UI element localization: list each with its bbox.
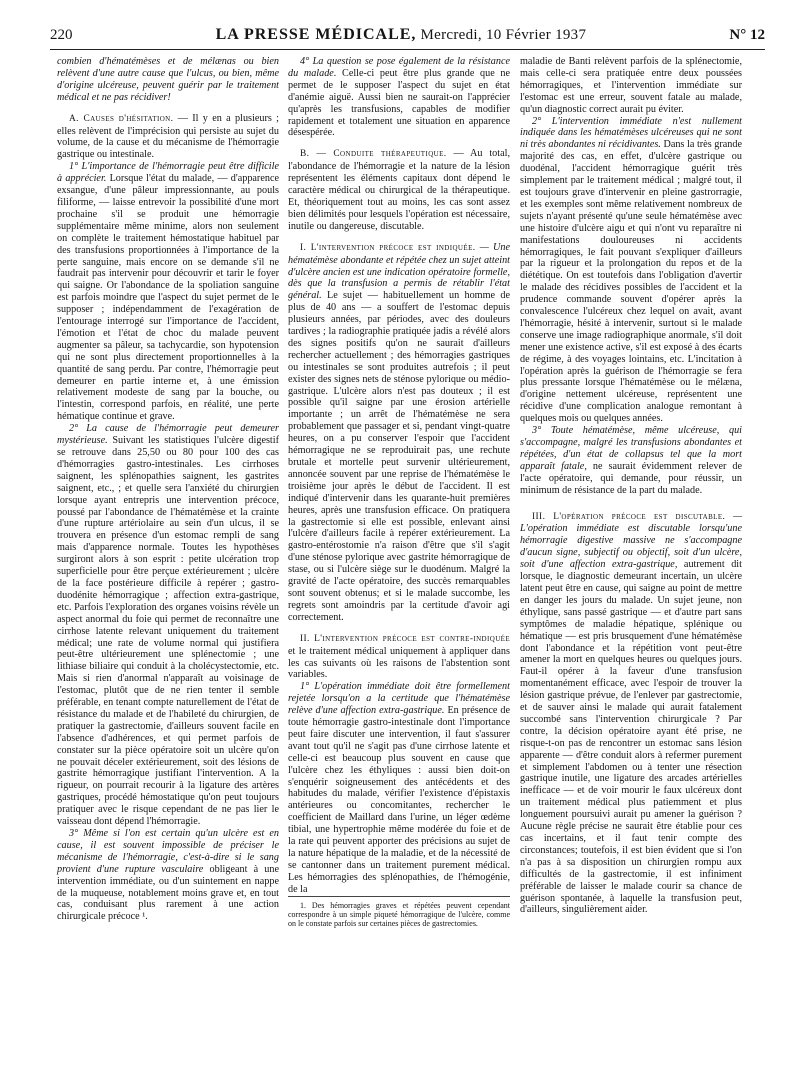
body-text: ne saurait évidemment relever de l'acte opératoire, qui demande, pour réussir, un minimum de résistance de la part du malade. [520, 460, 742, 496]
paragraph [57, 113, 279, 162]
italic-text: — L'opération immédiate est discutable lorsqu'une hémorragie digestive massive ne s'accompagne d'aucun signe, subjectif ou objectif, soit d'un ulcère, soit d'une affection extra-gastrique, [520, 510, 742, 571]
page-number: 220 [50, 27, 73, 43]
paragraph [57, 423, 279, 828]
journal-title: LA PRESSE MÉDICALE, [215, 26, 417, 43]
paragraph [288, 56, 510, 139]
paragraph [520, 511, 742, 917]
section-heading: III. L'opération précoce est discutable. [532, 511, 726, 522]
column-middle [288, 56, 510, 929]
body-text: Dans la très grande majorité des cas, en effet, d'ulcère gastrique ou duodénal, l'accident hémorragique guérit très simplement par le traitement médical ; malgré tout, il est toujours grave d'intervenir en pleine gastrorragie, et les exemples sont même relativement nombreux de sujets n'ayant présenté qu'une seule hématémèse avec une histoire d'ulcère aigu et qui n'ont vu reparaître ni manifestations douloureuses ni accidents hémorragiques, le fait pouvant s'expliquer d'ailleurs par la rigueur et la prolongation du repos et de la diététique. On est toutefois dans l'obligation d'avertir le malade des récidives possibles de l'accident et la prudence commande souvent d'opérer après la convalescence l'ulcéreux chez lequel on avait, avant l'hémorragie, hésité à intervenir, surtout si le malade conserve une image radiographique anormale, s'il doit mener une existence active, s'il est exposé à des écarts de régime, à des voyages lointains, etc. L'incitation à l'opération après la guérison de l'hémorragie se fera plus pressante lorsque l'hématémèse ou le mélæna, d'origine nettement ulcéreuse, représentent une récidive d'une complication analogue remontant à quelques mois ou quelques années. [520, 139, 742, 425]
section-heading: A. Causes d'hésitation. [69, 113, 174, 124]
subsection-heading: 1° L'opération immédiate doit être formellement rejetée lorsqu'on a la certitude que l'hématémèse relève d'une affection extra-gastrique. [288, 681, 510, 717]
body-text: Celle-ci peut être plus grande que ne permet de le supposer l'aspect du sujet en état d'anémie aiguë. Aussi bien ne saurait-on l'apprécier qu'après les transfusions, capables de modifier rapidement et totalement une situation en apparence désespérée. [288, 67, 510, 139]
paragraph: maladie de Banti relèvent parfois de la splénectomie, mais celle-ci sera pratiquée entre deux poussées hémorragiques, et l'intervention immédiate sur l'estomac est une erreur, souvent fatale au malade, qu'un diagnostic correct aurait pu éviter. [520, 56, 742, 115]
paragraph [288, 633, 510, 682]
subsection-heading: 4° La question se pose également de la résistance du malade. [288, 56, 510, 79]
subsection-heading: 2° L'intervention immédiate n'est nullement indiquée dans les hématémèses ulcéreuses qui ne sont ni très abondantes ni récidivantes. [520, 115, 742, 151]
body-text: autrement dit lorsque, le diagnostic demeurant incertain, un ulcère latent peut être en cause, qui saigne au point de mettre en danger les jours du malade. Un sujet jeune, non éthylique, sans passé gastrique — et d'autre part sans symptômes de maladie hépatique, splénique ou hématique — est pris brusquement d'une hématémèse dont l'abondance et la répétition vont peut-être amener la mort en quelques heures ou quelques jours. Faut-il opérer à la faveur d'une transfusion momentanément efficace, avec l'espoir de trouver la lésion gastrique prévue, de l'enlever par gastrectomie, et de sauver ainsi le malade qui aurait fatalement succombé sans l'intervention chirurgicale ? Par contre, la décision opératoire ayant été prise, ne risque-t-on pas de rencontrer un estomac sans lésion apparente — d'être conduit alors à refermer purement et simplement l'abdomen ou à tenter une résection gastrique inutile, une ligature des arcades artérielles inefficace — et de voir mourir le faux ulcéreux dont un traitement médical plus patiemment et plus longuement poursuivi aurait pu amener la guérison ? Aucune règle précise ne saurait être établie pour ces cas incertains, et il faut tenir compte des circonstances; toutefois, il est bien évident que si l'on n'a pas à sa disposition un chirurgien rompu aux difficultés de la gastrectomie, il est infiniment préférable de laisser le malade courir sa chance de guérison spontanée, à laquelle la transfusion peut, d'ailleurs, singulièrement aider. [520, 559, 742, 916]
body-text: Lorsque l'état du malade, — d'apparence exsangue, d'une pâleur impressionnante, au pouls filiforme, — laisse entrevoir la possibilité d'une mort prochaine s'il se produit une hémorragie supplémentaire même minime, alors non seulement on complète le traitement hémostatique habituel par des transfusions proportionnées à l'importance de la perte sanguine, mais encore on se demande s'il ne faudrait pas intervenir pour découvrir et tarir le foyer qui saigne. Or l'abondance de la spoliation sanguine est parfois moindre que l'aspect du sujet permet de le supposer ; indépendamment de l'exagération de l'entourage interrogé sur l'importance de l'accident, l'émotion et l'état de choc du malade peuvent augmenter sa pâleur, sa tachycardie, son hypotension qui ne sont plus directement proportionnelles à la quantité de sang perdu. Par contre, l'hémorragie peut demeurer en partie interne et, à une émission relativement modeste de sang par la bouche, ou l'intestin, correspond parfois, en réalité, une perte hématique continue et grave. [57, 173, 279, 423]
paragraph [520, 425, 742, 496]
body-text: obligeant à une intervention immédiate, ou d'un suintement en nappe de la muqueuse, notablement moins grave et, en tout cas, conduisant plus rarement à une action chirurgicale précoce ¹. [57, 863, 279, 923]
running-header [50, 26, 765, 48]
section-heading: II. L'intervention précoce est contre-indiquée [300, 633, 510, 644]
column-right [520, 56, 742, 916]
body-text: En présence de toute hémorragie gastro-intestinale dont l'importance peut faire discuter une intervention, il faut s'assurer avant tout qu'il ne s'agit pas d'une cirrhose latente et celle-ci est beaucoup plus souvent en cause que l'ulcère chez les éthyliques : aussi bien doit-on s'enquérir soigneusement des antécédents et des habitudes du malade, vérifier l'existence d'épistaxis antérieures ou concomitantes, rechercher le coefficient de Maillard dans l'urine, un léger œdème tibial, une hypertrophie même modérée du foie et de la rate qui peuvent apporter des précisions au sujet de la nature hépatique de la maladie, et de la nécessité de se cantonner dans un traitement purement médical. Les hémorragies des splénopathies, de l'hémogénie, de la [288, 705, 510, 895]
subsection-heading: 3° Même si l'on est certain qu'un ulcère est en cause, il est souvent impossible de préciser le mécanisme de l'hémorragie, c'est-à-dire si le sang provient d'une rupture vasculaire [57, 828, 279, 875]
italic-text: combien d'hématémèses et de mélænas ou bien relèvent d'une autre cause que l'ulcus, ou bien, même d'origine ulcéreuse, peuvent guérir par le traitement médical et ne pas récidiver! [57, 56, 279, 103]
section-heading: I. L'intervention précoce est indiquée. [300, 242, 476, 253]
issue-number: N° 12 [729, 27, 765, 43]
paragraph [57, 161, 279, 423]
column-left [57, 56, 279, 923]
subsection-heading: 1° L'importance de l'hémorragie peut être difficile à apprécier. [57, 161, 279, 185]
paragraph [288, 681, 510, 895]
body-text: — Au total, l'abondance de l'hémorragie et la nature de la lésion représentent les éléments capitaux dont dépend le caractère médical ou chirurgical de la thérapeutique. Et, théoriquement tout au moins, les cas sont assez bien délimités pour lesquels l'opération est nécessaire, inutile ou dangereuse, discutable. [288, 148, 511, 232]
paragraph [57, 56, 279, 104]
body-text: Le sujet — habituellement un homme de plus de 40 ans — a souffert de l'estomac depuis plusieurs années, par périodes, avec des douleurs tardives ; la radiographie pratiquée jadis a révélé alors des signes positifs qu'on ne saurait d'ailleurs rechercher actuellement ; des hémorragies gastriques ou intestinales se sont produites autrefois ; il peut exister des signes nets de sténose pylorique ou médio-gastrique. L'ulcère alors n'est pas douteux ; il est possible qu'il saigne par une érosion artérielle importante ; un arrêt de l'hématémèse ne sera probablement que passager et si, pendant vingt-quatre heures, on a pu conserver l'espoir que l'accident hémorragique ne se reproduirait pas, une rechute brutale et mortelle peut survenir ultérieurement, annoncée souvent par une reprise de l'hématémèse le troisième jour après le début de l'accident. Il est indiqué d'intervenir dans les quarante-huit premières heures, après une transfusion efficace. On pratiquera la gastrectomie si elle est possible, enlevant ainsi l'ulcère d'ailleurs facile à repérer extérieurement. La gastro-entérostomie n'a raison d'être que s'il s'agit d'une sténose pylorique avec gastrite hémorragique de stase, ou si l'ulcère siège sur le duodénum. Malgré la gravité de l'acte opératoire, des succès remarquables sont souvent obtenus; et si le malade succombe, les regrets sont amoindris par la certitude d'avoir agi correctement. [288, 290, 510, 623]
journal-line [216, 26, 587, 44]
paragraph [57, 828, 279, 923]
body-text: et le traitement médical uniquement à appliquer dans les cas suivants où les raisons de l'abstention sont variables. [288, 645, 510, 681]
subsection-heading: 2° La cause de l'hémorragie peut demeurer mystérieuse. [57, 423, 279, 447]
paragraph [288, 242, 510, 624]
paragraph [288, 148, 510, 232]
body-text: Suivant les statistiques l'ulcère digestif se retrouve dans 25,50 ou 80 pour 100 des cas d'hémorragies gastro-intestinales. Les cirrhoses saignent, les splénopathies saignent, les gastrites saignent, etc., ; et quelle sera l'anxiété du chirurgien lorsque ayant entrepris une intervention précoce, poussé par l'abondance de l'hématémèse et la crainte d'une rupture artériolaire au sein d'un ulcus, il se trouvera en présence d'un estomac rempli de sang mais d'apparence normale. Toutes les hypothèses surgiront alors à son esprit : petite ulcération trop superficielle pour être perçue extérieurement ; ulcère de la face postérieure difficile à repérer ; gastro-duodénite hémorragique ; affection extra-gastrique, etc. Parfois l'exploration des organes voisins révèle un aspect anormal du foie qui permet de reconnaître une cirrhose latente relevant uniquement du traitement médical; une rate de volume normal qui justifiera peut-être ultérieurement une splénectomie ; une lithiase biliaire qui conduit à la cholécystectomie, etc. Mais si rien d'anormal n'apparaît au voisinage de l'estomac, plutôt que de ne rien tenter il semble préférable, en tenant compte naturellement de l'état de résistance du malade et de l'habileté du chirurgien, de pratiquer la gastrectomie, d'ailleurs souvent facile en l'absence d'adhérences, et qui permet parfois de constater sur la pièce opératoire soit un ulcère qu'on ne pouvait déceler extérieurement, soit des lésions de gastrite hémorragique justifiant l'intervention. A la rigueur, on pourrait recourir à la ligature des artères gastriques, procédé hémostatique qu'on peut toujours pratiquer avec le risque cependant de ne pas lier le vaisseau dont dépend l'hémorragie. [57, 435, 279, 828]
body-text: — Il y en a plusieurs ; elles relèvent de l'imprécision qui persiste au sujet du volume, de la cause et du mécanisme de l'hémorragie gastrique ou intestinale. [57, 112, 279, 161]
footnote: 1. Des hémorragies graves et répétées peuvent cependant correspondre à un simple piqueté hémorragique de l'ulcère, comme on le constate parfois sur certaines pièces de gastrectomies. [288, 896, 510, 929]
header-rule [50, 49, 765, 50]
italic-text: — Une hématémèse abondante et répétée chez un sujet atteint d'ulcère ancien est une indication opératoire formelle, dès que la transfusion a permis de rétablir l'état général. [288, 241, 510, 302]
subsection-heading: 3° Toute hématémèse, même ulcéreuse, qui s'accompagne, malgré les transfusions abondantes et répétées, d'un état de collapsus tel que la mort apparaît fatale, [520, 425, 742, 472]
paragraph [520, 116, 742, 426]
section-heading: B. — Conduite thérapeutique. [300, 149, 447, 160]
issue-date: Mercredi, 10 Février 1937 [420, 27, 587, 43]
